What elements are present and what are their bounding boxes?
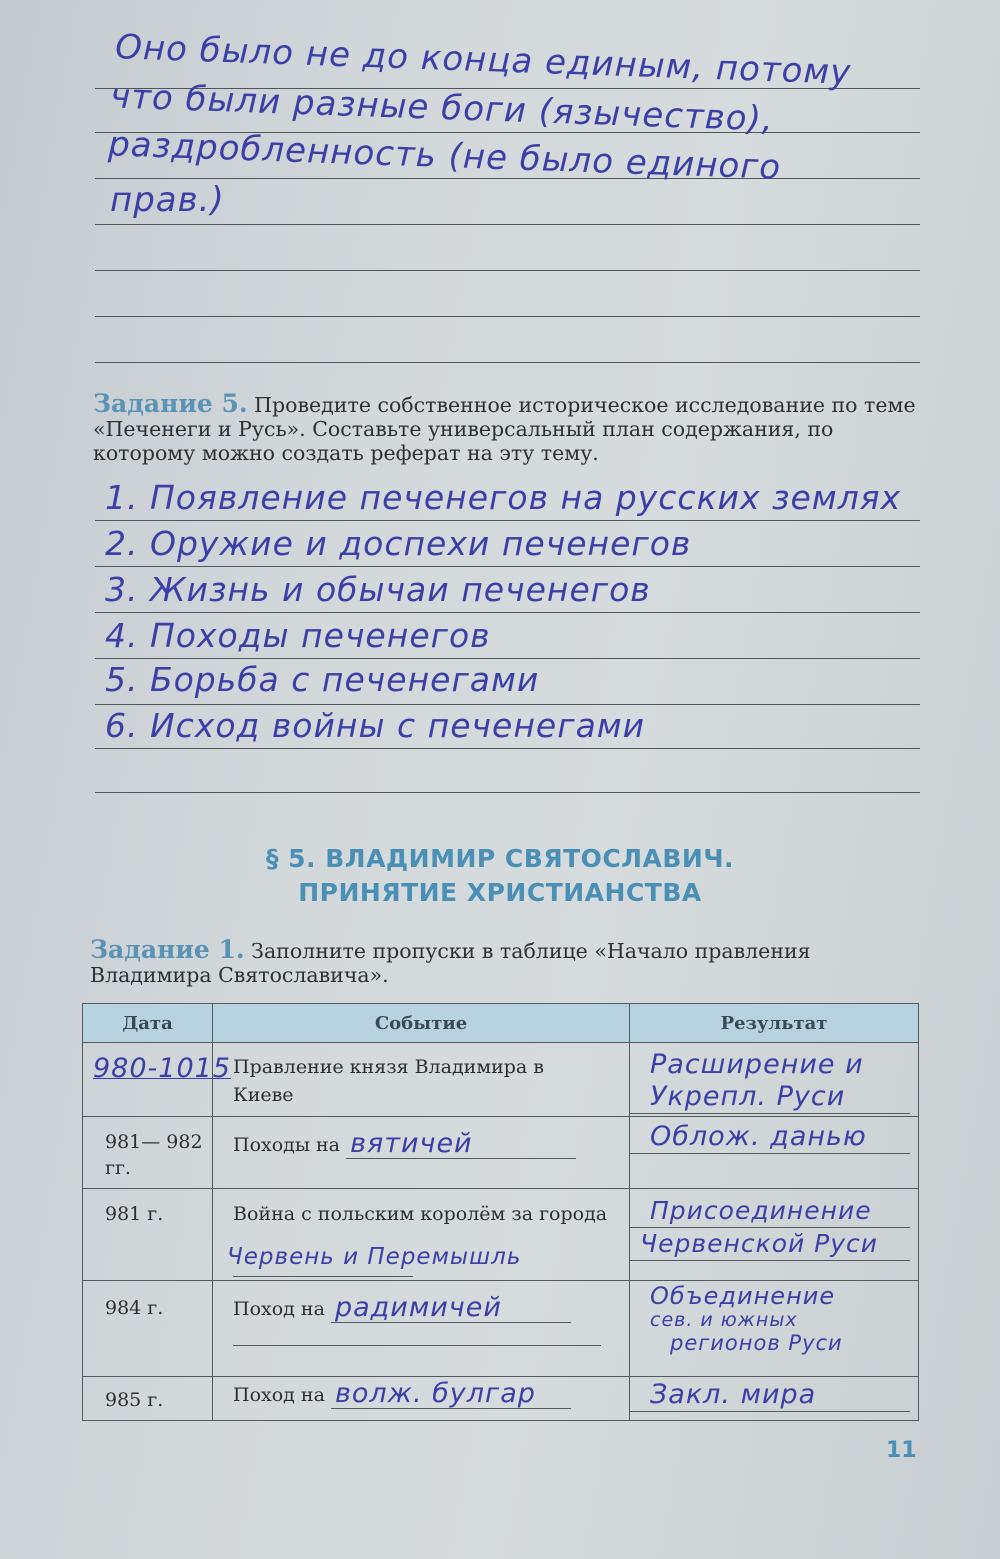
event-blank <box>331 1378 571 1409</box>
table-row <box>83 1281 919 1377</box>
result-cell <box>630 1189 919 1281</box>
result-answer: сев. и южных <box>650 1309 798 1331</box>
result-cell <box>630 1377 919 1421</box>
table-row <box>83 1043 919 1117</box>
section-title-line2: ПРИНЯТИЕ ХРИСТИАНСТВА <box>298 878 702 907</box>
event-cell <box>213 1189 630 1281</box>
handwritten-answer-line: что были разные боги (язычество), <box>109 76 775 140</box>
date-cell <box>83 1043 231 1117</box>
event-blank <box>346 1128 576 1159</box>
handwritten-answer-line: Оно было не до конца единым, потому <box>114 27 852 93</box>
date-text: 981 г. <box>105 1203 164 1225</box>
ruled-line <box>95 224 920 225</box>
ruled-line <box>95 792 920 793</box>
task1-text: Заполните пропуски в таблице «Начало правления Владимира Святославича». <box>90 939 811 987</box>
event-text: Поход на <box>233 1298 325 1320</box>
plan-item: 5. Борьба с печенегами <box>105 660 540 699</box>
ruled-line <box>95 658 920 659</box>
event-text: Правление князя Владимира в Киеве <box>233 1056 544 1106</box>
event-cell <box>213 1117 630 1189</box>
event-text: Война с польским королём за города <box>233 1203 608 1225</box>
column-header-event: Событие <box>213 1004 630 1043</box>
result-answer: Облож. данью <box>630 1117 910 1154</box>
result-answer: Закл. мира <box>630 1377 910 1412</box>
result-cell <box>630 1117 919 1189</box>
table-row <box>83 1117 919 1189</box>
result-answer: Червенской Руси <box>630 1228 910 1261</box>
task5-text: Проведите собственное историческое исследование по теме «Печенеги и Русь». Составьте универсальный план содержания, по которому можно создать реферат на эту тему. <box>93 393 916 465</box>
plan-item: 3. Жизнь и обычаи печенегов <box>105 570 651 609</box>
plan-item: 1. Появление печенегов на русских землях <box>105 478 902 517</box>
event-cell <box>213 1043 630 1117</box>
handwritten-answer-line: прав.) <box>110 180 225 220</box>
task1-label: Задание 1. <box>90 935 245 964</box>
date-text: 984 г. <box>105 1297 164 1319</box>
date-cell <box>83 1281 213 1377</box>
event-text: Походы на <box>233 1134 341 1156</box>
result-answer: Укрепл. Руси <box>630 1081 910 1114</box>
event-answer: вятичей <box>350 1128 473 1159</box>
plan-item: 4. Походы печенегов <box>105 616 491 655</box>
ruled-line <box>95 316 920 317</box>
ruled-line <box>95 612 920 613</box>
event-blank <box>331 1292 571 1323</box>
plan-item: 2. Оружие и доспехи печенегов <box>105 524 692 563</box>
event-text-with-blank <box>213 1189 613 1277</box>
result-cell <box>630 1281 919 1377</box>
date-cell <box>83 1189 213 1281</box>
date-answer: 980-1015 <box>93 1053 231 1084</box>
event-text: Поход на <box>233 1384 325 1406</box>
ruled-line <box>95 748 920 749</box>
event-answer: волж. булгар <box>334 1378 536 1409</box>
result-answer: регионов Руси <box>670 1331 843 1355</box>
handwritten-answer-line: раздробленность (не было единого <box>107 124 782 188</box>
table-row <box>83 1189 919 1281</box>
event-blank <box>227 1244 522 1277</box>
plan-item: 6. Исход войны с печенегами <box>105 706 646 745</box>
date-cell <box>83 1377 213 1421</box>
result-answer: Объединение <box>650 1282 836 1310</box>
result-answer: Расширение и <box>650 1049 864 1080</box>
ruled-line <box>95 566 920 567</box>
event-answer: Червень и Перемышль <box>227 1244 522 1270</box>
column-header-date: Дата <box>83 1004 213 1043</box>
reign-table <box>82 1003 919 1421</box>
event-cell <box>213 1377 630 1421</box>
ruled-line <box>95 704 920 705</box>
column-header-result: Результат <box>630 1004 919 1043</box>
table-header-row <box>83 1004 919 1043</box>
date-text: 985 г. <box>105 1389 164 1411</box>
result-answer: Присоединение <box>630 1189 910 1228</box>
event-cell <box>213 1281 630 1377</box>
page-number: 11 <box>886 1438 917 1463</box>
task5-label: Задание 5. <box>93 389 248 418</box>
ruled-line <box>95 362 920 363</box>
date-cell <box>83 1117 213 1189</box>
task1-prompt <box>90 935 920 987</box>
event-answer: радимичей <box>334 1292 502 1323</box>
ruled-line <box>95 520 920 521</box>
result-cell <box>630 1043 919 1117</box>
ruled-line <box>95 270 920 271</box>
event-extra-blank <box>233 1345 601 1346</box>
date-text: 981— 982 гг. <box>105 1131 203 1179</box>
section-title-line1: § 5. ВЛАДИМИР СВЯТОСЛАВИЧ. <box>265 844 735 873</box>
table-row <box>83 1377 919 1421</box>
task5-prompt <box>93 389 923 465</box>
